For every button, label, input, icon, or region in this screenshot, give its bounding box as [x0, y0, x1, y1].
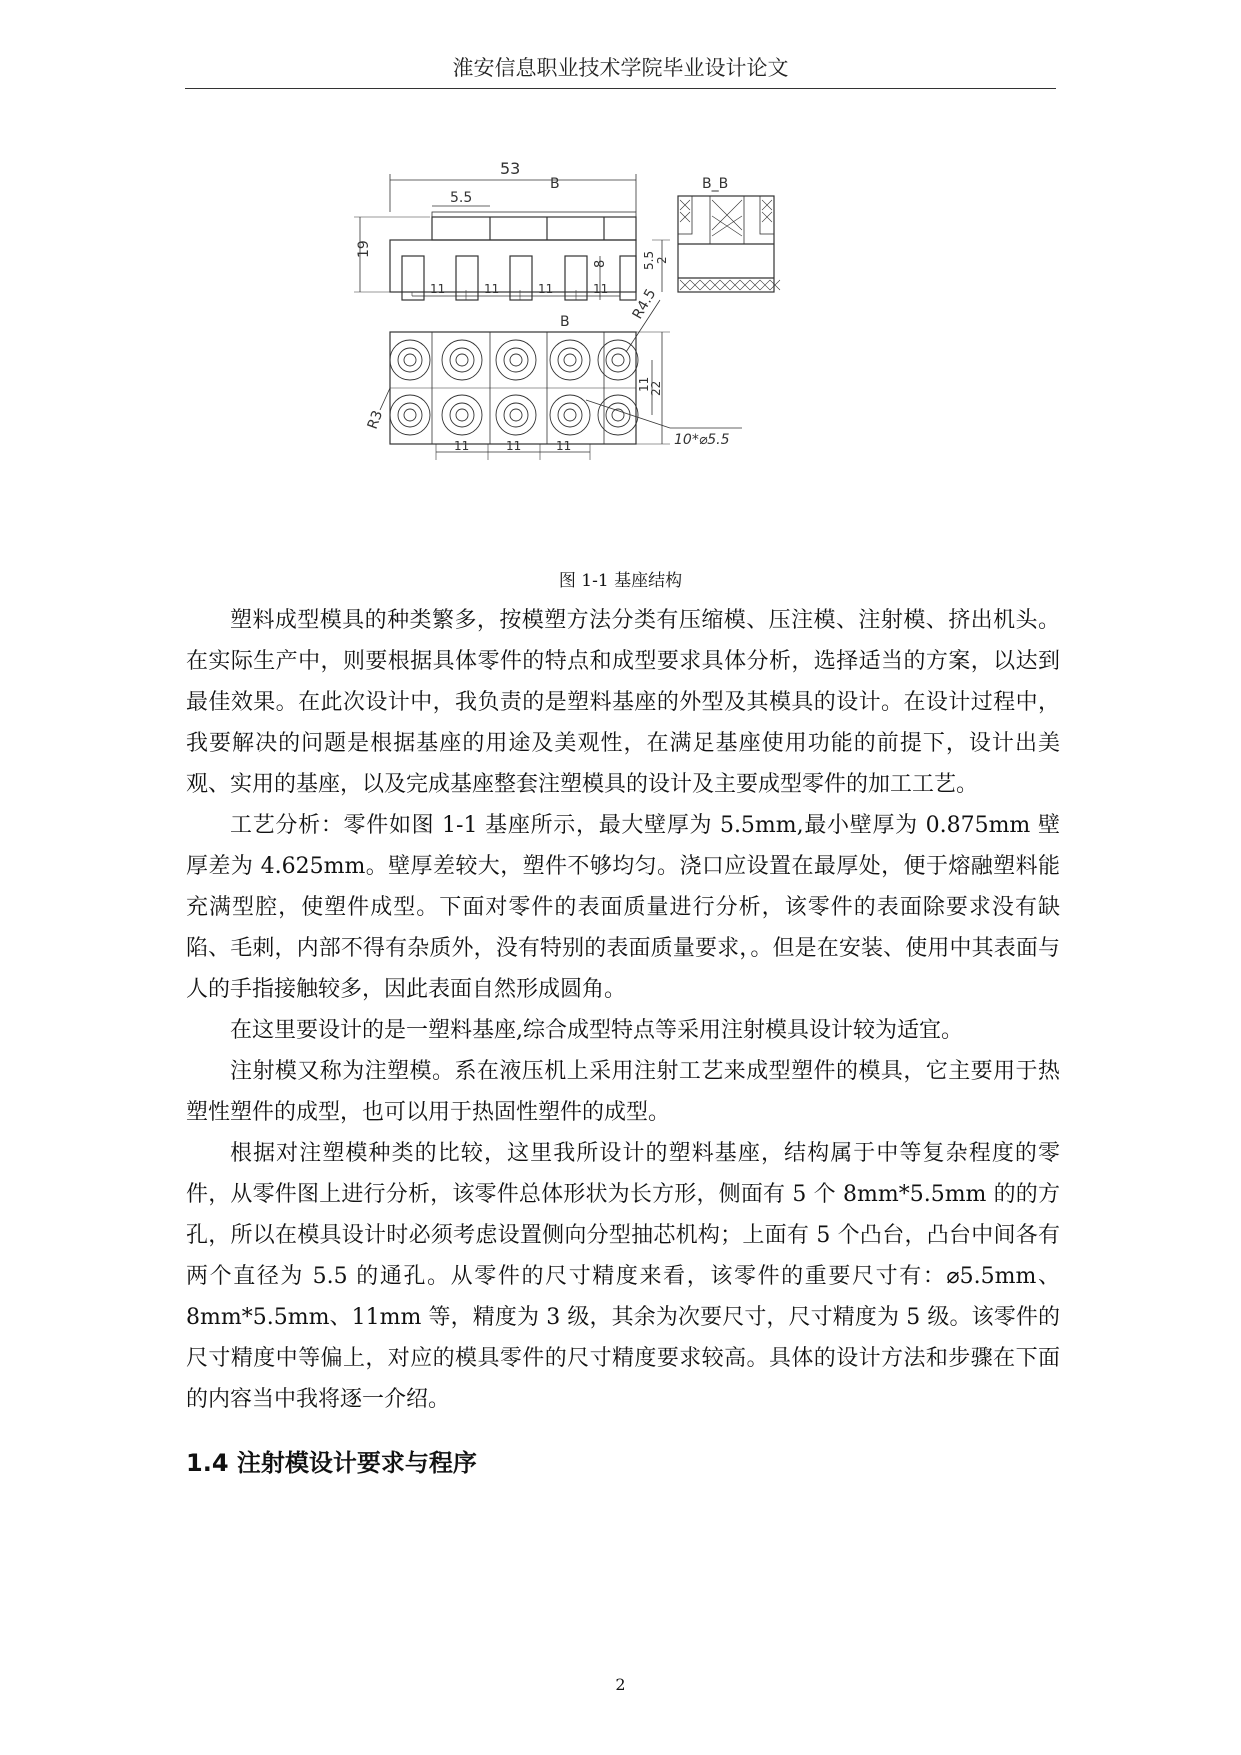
dim-19-label: 19: [356, 240, 372, 258]
dim-11-g-label: 11: [556, 439, 572, 453]
section-b-top-label: B: [550, 176, 560, 192]
front-view: [354, 174, 670, 300]
dim-11-d-label: 11: [593, 282, 609, 296]
dim-11-b-label: 11: [484, 282, 500, 296]
dim-11-c-label: 11: [538, 282, 554, 296]
dim-53-label: 53: [500, 159, 521, 178]
dim-8-label: 8: [593, 259, 608, 268]
dim-5-5-top-label: 5.5: [450, 190, 473, 206]
page-number: 2: [615, 1675, 626, 1694]
paragraph: 工艺分析：零件如图 1-1 基座所示，最大壁厚为 5.5mm,最小壁厚为 0.875mm 壁厚差为 4.625mm。壁厚差较大，塑件不够均匀。浇口应设置在最厚处，便于熔融塑料能充满型腔，使塑件成型。下面对零件的表面质量进行分析，该零件的表面除要求没有缺陷、毛刺，内部不得有杂质外，没有特别的表面质量要求，。但是在安装、使用中其表面与人的手指接触较多，因此表面自然形成圆角。: [186, 813, 1060, 1002]
paragraph: 在这里要设计的是一塑料基座,综合成型特点等采用注射模具设计较为适宜。: [230, 1018, 963, 1043]
dim-2-label: 2: [655, 256, 669, 264]
page-header: 淮安信息职业技术学院毕业设计论文: [452, 56, 789, 80]
dim-r4-5-label: R4.5: [629, 286, 660, 322]
body-text: [186, 600, 1060, 1420]
dim-22-right-label: 22: [649, 380, 663, 396]
paragraph: 注射模又称为注塑模。系在液压机上采用注射工艺来成型塑件的模具，它主要用于热塑性塑件的成型，也可以用于热固性塑件的成型。: [186, 1059, 1060, 1125]
section-b-bottom-label: B: [560, 314, 570, 330]
dim-holes-label: 10*⌀5.5: [674, 432, 730, 448]
figure-caption: 图 1-1 基座结构: [558, 571, 683, 591]
paragraph: 塑料成型模具的种类繁多，按模塑方法分类有压缩模、压注模、注射模、挤出机头。在实际生产中，则要根据具体零件的特点和成型要求具体分析，选择适当的方案，以达到最佳效果。在此次设计中，我负责的是塑料基座的外型及其模具的设计。在设计过程中，我要解决的问题是根据基座的用途及美观性，在满足基座使用功能的前提下，设计出美观、实用的基座，以及完成基座整套注塑模具的设计及主要成型零件的加工工艺。: [186, 608, 1060, 797]
section-title-label: B_B: [702, 176, 729, 192]
dim-11-a-label: 11: [430, 282, 446, 296]
dim-11-right-label: 11: [637, 376, 651, 392]
section-heading: 1.4 注射模设计要求与程序: [186, 1449, 477, 1477]
base-structure-drawing: [356, 159, 850, 520]
header-rule: [185, 88, 1056, 89]
dim-11-e-label: 11: [454, 439, 470, 453]
dim-r3-label: R3: [364, 408, 387, 432]
dim-11-f-label: 11: [506, 439, 522, 453]
paragraph: 根据对注塑模种类的比较，这里我所设计的塑料基座，结构属于中等复杂程度的零件，从零件图上进行分析，该零件总体形状为长方形，侧面有 5 个 8mm*5.5mm 的的方孔，所以在模具设计时必须考虑设置侧向分型抽芯机构；上面有 5 个凸台，凸台中间各有两个直径为 5.5 的通孔。从零件的尺寸精度来看，该零件的重要尺寸有：⌀5.5mm、8mm*5.5mm、11mm 等，精度为 3 级，其余为次要尺寸，尺寸精度为 5 级。该零件的尺寸精度中等偏上，对应的模具零件的尺寸精度要求较高。具体的设计方法和步骤在下面的内容当中我将逐一介绍。: [186, 1141, 1060, 1412]
dim-5-5-side-label: 5.5: [642, 250, 656, 270]
section-view: [678, 196, 780, 292]
